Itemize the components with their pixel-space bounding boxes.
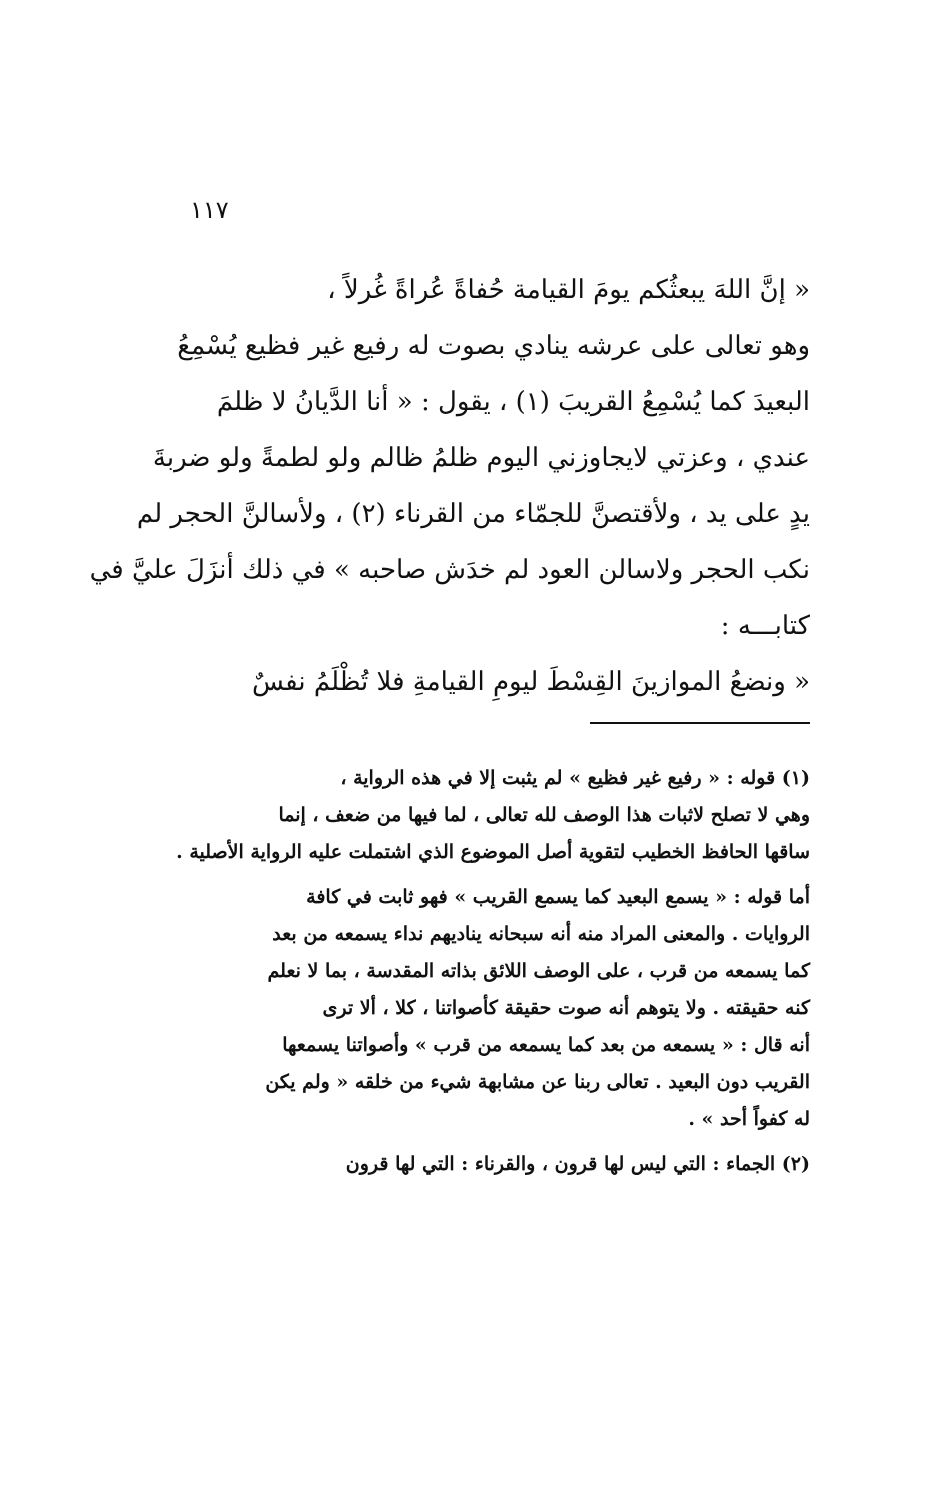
footnote-1-cont-line-4: كنه حقيقته . ولا يتوهم أنه صوت حقيقة كأصواتنا ، كلا ، ألا ترى xyxy=(322,997,810,1019)
main-text xyxy=(89,262,810,710)
page-number: ١١٧ xyxy=(190,196,229,224)
footnote-2-line-1: (٢) الجماء : التي ليس لها قرون ، والقرناء : التي لها قرون xyxy=(345,1153,810,1175)
main-line-1: « إنَّ اللهَ يبعثُكم يومَ القيامة حُفاةً عُراةً غُرلاً ، xyxy=(327,275,810,305)
main-line-2: وهو تعالى على عرشه ينادي بصوت له رفيع غير فظيع يُسْمِعُ xyxy=(177,331,810,361)
footnote-1-line-3: ساقها الحافظ الخطيب لتقوية أصل الموضوع الذي اشتملت عليه الرواية الأصلية . xyxy=(176,841,810,863)
footnote-1-cont-line-3: كما يسمعه من قرب ، على الوصف اللائق بذاته المقدسة ، بما لا نعلم xyxy=(267,960,810,982)
footnote-gap xyxy=(180,1138,810,1146)
footnote-1-cont-line-6: القريب دون البعيد . تعالى ربنا عن مشابهة شيء من خلقه « ولم يكن xyxy=(265,1071,810,1093)
footnote-1-cont-line-5: أنه قال : « يسمعه من بعد كما يسمعه من قرب » وأصواتنا يسمعها xyxy=(282,1034,810,1056)
footnote-divider xyxy=(590,722,810,724)
main-line-7: كتابـــه : xyxy=(720,611,810,641)
footnotes xyxy=(176,760,810,1183)
footnote-1-cont-line-1: أما قوله : « يسمع البعيد كما يسمع القريب » فهو ثابت في كافة xyxy=(306,886,810,908)
main-line-8: « ونضعُ الموازينَ القِسْطَ ليومِ القيامةِ فلا تُظْلَمُ نفسٌ xyxy=(252,667,810,697)
main-line-6: نكب الحجر ولاسالن العود لم خدَش صاحبه » في ذلك أنزَلَ عليَّ في xyxy=(89,555,810,585)
main-line-5: يدٍ على يد ، ولأقتصنَّ للجمّاء من القرناء (٢) ، ولأسالنَّ الحجر لم xyxy=(136,499,810,529)
main-line-4: عندي ، وعزتي لايجاوزني اليوم ظلمُ ظالم ولو لطمةً ولو ضربةَ xyxy=(152,443,810,473)
footnote-1-cont-line-2: الروايات . والمعنى المراد منه أنه سبحانه يناديهم نداء يسمعه من بعد xyxy=(272,923,810,945)
footnote-gap xyxy=(180,871,810,879)
main-line-3: البعيدَ كما يُسْمِعُ القريبَ (١) ، يقول : « أنا الدَّيانُ لا ظلمَ xyxy=(216,387,810,417)
footnote-1-line-1: (١) قوله : « رفيع غير فظيع » لم يثبت إلا في هذه الرواية ، xyxy=(340,767,810,789)
footnote-1-cont-line-7: له كفواً أحد » . xyxy=(688,1108,810,1130)
footnote-1-line-2: وهي لا تصلح لاثبات هذا الوصف لله تعالى ، لما فيها من ضعف ، إنما xyxy=(278,804,810,826)
